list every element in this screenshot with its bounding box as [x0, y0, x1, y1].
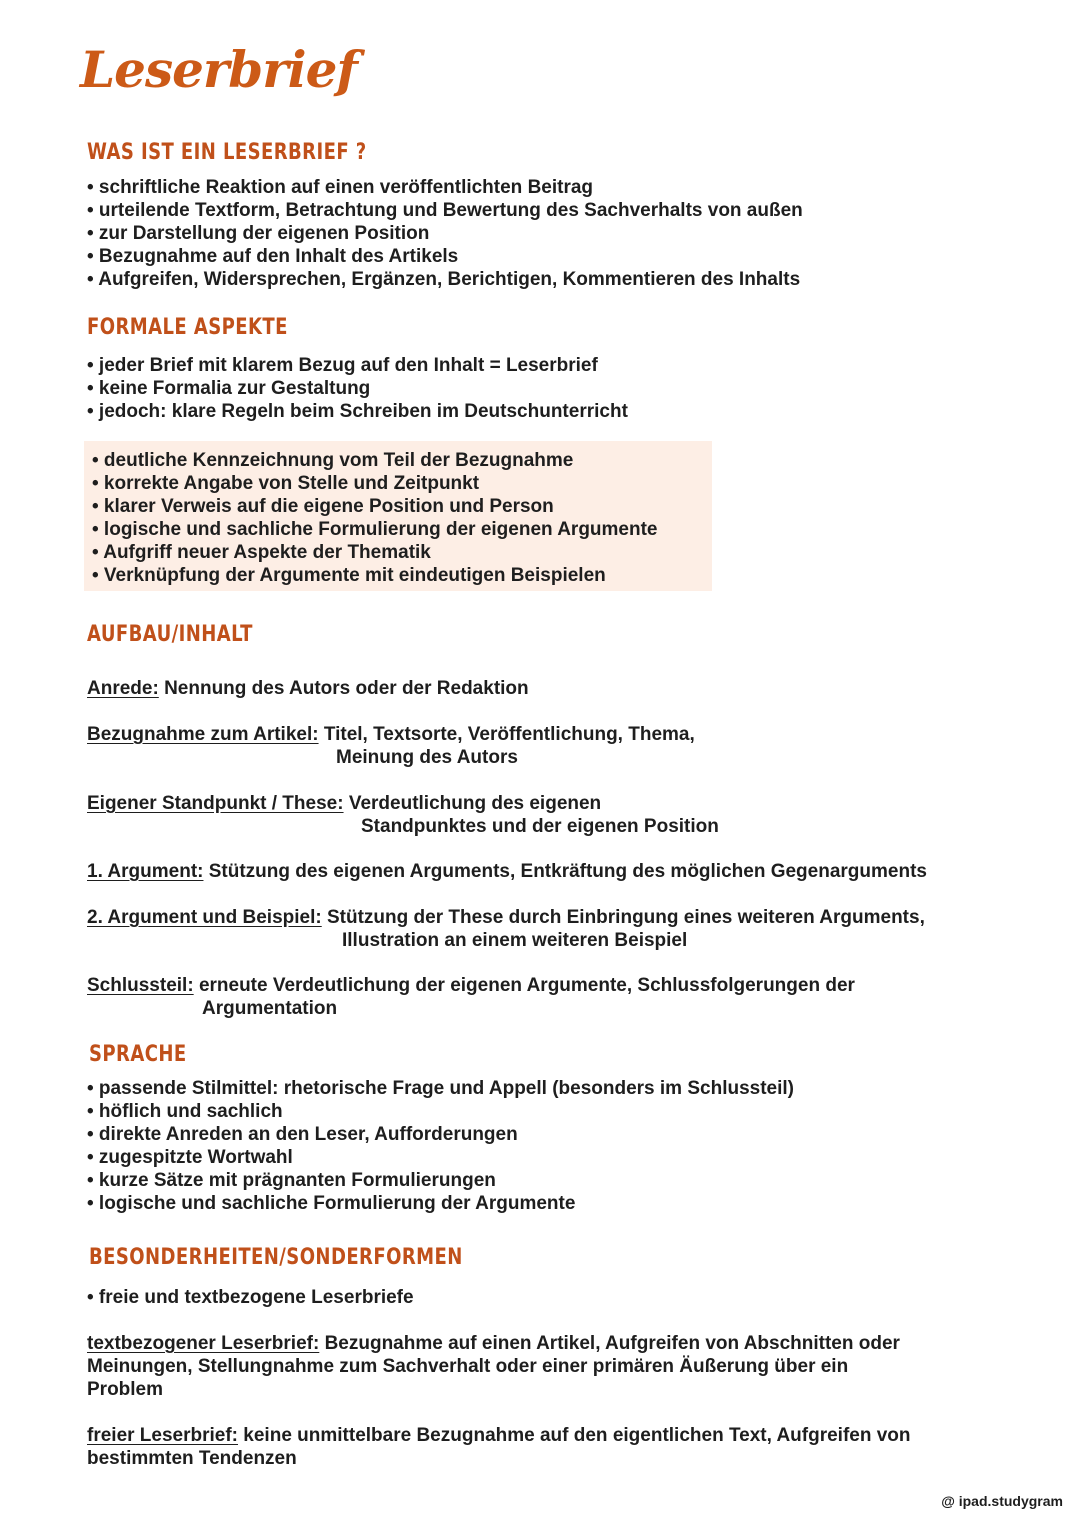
aufbau-text-cont: Meinung des Autors — [336, 747, 518, 768]
box-bullet-item: • Verknüpfung der Argumente mit eindeutigen Beispielen — [92, 565, 606, 586]
aufbau-label: Eigener Standpunkt / These: — [87, 793, 344, 814]
credit-handle: @ ipad.studygram — [941, 1493, 1063, 1509]
box-bullet-item: • deutliche Kennzeichnung vom Teil der Bezugnahme — [92, 450, 574, 471]
aufbau-text: Titel, Textsorte, Veröffentlichung, Thema, — [323, 724, 695, 745]
bullet-item: • Bezugnahme auf den Inhalt des Artikels — [87, 246, 459, 267]
heading-aufbau-inhalt: AUFBAU/INHALT — [87, 622, 253, 647]
aufbau-text: Stützung der These durch Einbringung eines weiteren Arguments, — [327, 907, 925, 928]
bullet-item: • höflich und sachlich — [87, 1101, 283, 1122]
box-bullet-item: • korrekte Angabe von Stelle und Zeitpunkt — [92, 473, 480, 494]
page-title: Leserbrief — [80, 40, 357, 99]
frei-text-cont: bestimmten Tendenzen — [87, 1448, 297, 1469]
aufbau-label: 2. Argument und Beispiel: — [87, 907, 322, 928]
bullet-item: • freie und textbezogene Leserbriefe — [87, 1287, 414, 1308]
bullet-item: • schriftliche Reaktion auf einen veröffentlichten Beitrag — [87, 177, 594, 198]
aufbau-item-standpunkt — [87, 792, 601, 815]
heading-sprache: SPRACHE — [89, 1042, 187, 1067]
textbezogen-text-cont: Problem — [87, 1379, 164, 1400]
textbezogen-label: textbezogener Leserbrief: — [87, 1333, 320, 1354]
bullet-item: • Aufgreifen, Widersprechen, Ergänzen, Berichtigen, Kommentieren des Inhalts — [87, 269, 801, 290]
bullet-item: • keine Formalia zur Gestaltung — [87, 378, 371, 399]
aufbau-text: Verdeutlichung des eigenen — [348, 793, 602, 814]
bullet-item: • zugespitzte Wortwahl — [87, 1147, 293, 1168]
frei-text: keine unmittelbare Bezugnahme auf den eigentlichen Text, Aufgreifen von — [243, 1425, 911, 1446]
bullet-item: • zur Darstellung der eigenen Position — [87, 223, 430, 244]
bullet-item: • direkte Anreden an den Leser, Aufforderungen — [87, 1124, 518, 1145]
bullet-item: • jeder Brief mit klarem Bezug auf den Inhalt = Leserbrief — [87, 355, 598, 376]
aufbau-item-argument-1 — [87, 860, 927, 883]
aufbau-label: Anrede: — [87, 678, 159, 699]
aufbau-label: 1. Argument: — [87, 861, 204, 882]
aufbau-label: Schlussteil: — [87, 975, 194, 996]
aufbau-text: Stützung des eigenen Arguments, Entkräftung des möglichen Gegenarguments — [208, 861, 927, 882]
frei-item — [87, 1424, 911, 1447]
box-bullet-item: • logische und sachliche Formulierung der eigenen Argumente — [92, 519, 658, 540]
aufbau-text: erneute Verdeutlichung der eigenen Argumente, Schlussfolgerungen der — [198, 975, 855, 996]
aufbau-text-cont: Standpunktes und der eigenen Position — [361, 816, 719, 837]
box-bullet-item: • klarer Verweis auf die eigene Position und Person — [92, 496, 554, 517]
aufbau-item-anrede — [87, 677, 529, 700]
bullet-item: • urteilende Textform, Betrachtung und Bewertung des Sachverhalts von außen — [87, 200, 803, 221]
aufbau-item-bezugnahme — [87, 723, 695, 746]
aufbau-text-cont: Argumentation — [202, 998, 338, 1019]
box-bullet-item: • Aufgriff neuer Aspekte der Thematik — [92, 542, 431, 563]
aufbau-text: Nennung des Autors oder der Redaktion — [164, 678, 529, 699]
bullet-item: • jedoch: klare Regeln beim Schreiben im Deutschunterricht — [87, 401, 628, 422]
textbezogen-text-cont: Meinungen, Stellungnahme zum Sachverhalt oder einer primären Äußerung über ein — [87, 1356, 849, 1377]
frei-label: freier Leserbrief: — [87, 1425, 239, 1446]
heading-formale-aspekte: FORMALE ASPEKTE — [87, 315, 288, 340]
heading-was-ist: WAS IST EIN LESERBRIEF ? — [87, 140, 367, 165]
aufbau-text-cont: Illustration an einem weiteren Beispiel — [342, 930, 688, 951]
aufbau-item-schlussteil — [87, 974, 855, 997]
textbezogen-item — [87, 1332, 900, 1355]
bullet-item: • passende Stilmittel: rhetorische Frage und Appell (besonders im Schlussteil) — [87, 1078, 794, 1099]
textbezogen-text: Bezugnahme auf einen Artikel, Aufgreifen von Abschnitten oder — [324, 1333, 900, 1354]
bullet-item: • kurze Sätze mit prägnanten Formulierungen — [87, 1170, 496, 1191]
aufbau-item-argument-2 — [87, 906, 925, 929]
bullet-item: • logische und sachliche Formulierung der Argumente — [87, 1193, 576, 1214]
heading-besonderheiten: BESONDERHEITEN/SONDERFORMEN — [89, 1245, 463, 1270]
aufbau-label: Bezugnahme zum Artikel: — [87, 724, 319, 745]
